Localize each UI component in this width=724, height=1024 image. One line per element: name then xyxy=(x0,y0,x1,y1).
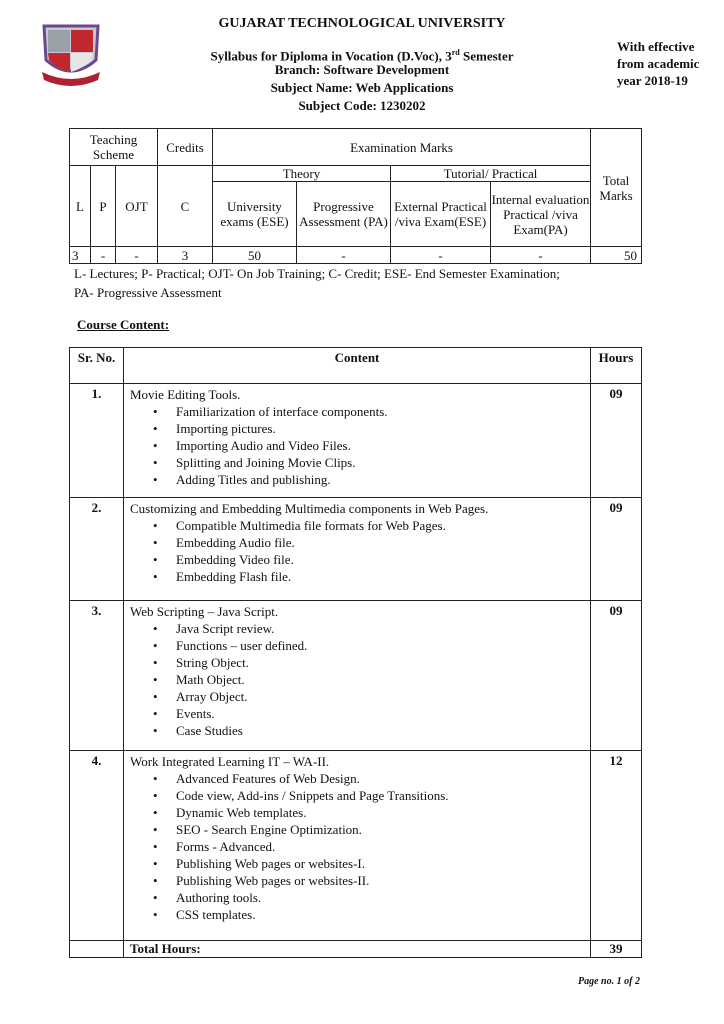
topic-list xyxy=(130,403,590,488)
content-row xyxy=(70,498,642,601)
list-item: • Java Script review. xyxy=(176,620,590,637)
empty-cell xyxy=(70,941,124,958)
topic-title: Web Scripting – Java Script. xyxy=(130,604,279,619)
col-university-exams: University exams (ESE) xyxy=(213,182,297,247)
content-cell xyxy=(124,384,591,498)
value-cell: - xyxy=(91,247,116,264)
list-item: • Events. xyxy=(176,705,590,722)
tutorial-practical-header: Tutorial/ Practical xyxy=(391,166,591,182)
list-item: • Embedding Video file. xyxy=(176,551,590,568)
syllabus-text: Syllabus for Diploma in Vocation (D.Voc), 3 xyxy=(210,48,452,64)
content-cell xyxy=(124,498,591,601)
list-item: • Publishing Web pages or websites-II. xyxy=(176,872,590,889)
hours-cell: 09 xyxy=(591,384,642,498)
list-item: • CSS templates. xyxy=(176,906,590,923)
value-cell: 3 xyxy=(70,247,91,264)
value-cell: - xyxy=(391,247,491,264)
list-item: • Dynamic Web templates. xyxy=(176,804,590,821)
marks-values-row xyxy=(70,247,642,264)
hours-cell: 12 xyxy=(591,751,642,941)
list-item: • Case Studies xyxy=(176,722,590,739)
subject-name: Subject Name: Web Applications xyxy=(270,80,454,95)
list-item: • Publishing Web pages or websites-I. xyxy=(176,855,590,872)
col-c: C xyxy=(158,166,213,247)
list-item: • String Object. xyxy=(176,654,590,671)
hours-cell: 09 xyxy=(591,498,642,601)
list-item: • Authoring tools. xyxy=(176,889,590,906)
sr-no: 1. xyxy=(70,384,124,498)
list-item: • Array Object. xyxy=(176,688,590,705)
total-marks-header: Total Marks xyxy=(591,129,642,247)
list-item: • Advanced Features of Web Design. xyxy=(176,770,590,787)
sr-no: 4. xyxy=(70,751,124,941)
total-label: Total Hours: xyxy=(124,941,591,958)
branch: Branch: Software Development xyxy=(274,62,450,77)
topic-title: Customizing and Embedding Multimedia components in Web Pages. xyxy=(130,501,489,516)
content-row xyxy=(70,384,642,498)
list-item: • Splitting and Joining Movie Clips. xyxy=(176,454,590,471)
list-item: • SEO - Search Engine Optimization. xyxy=(176,821,590,838)
value-cell: 50 xyxy=(591,247,642,264)
sr-no: 3. xyxy=(70,601,124,751)
content-header: Content xyxy=(124,348,591,384)
col-p: P xyxy=(91,166,116,247)
syllabus-end: Semester xyxy=(459,48,514,64)
syllabus-sup: rd xyxy=(451,48,460,57)
value-cell: - xyxy=(116,247,158,264)
col-external-practical: External Practical /viva Exam(ESE) xyxy=(391,182,491,247)
effective-line: With effective xyxy=(617,39,695,54)
list-item: • Forms - Advanced. xyxy=(176,838,590,855)
page-number: Page no. 1 of 2 xyxy=(578,976,640,987)
marks-table xyxy=(69,128,642,264)
value-cell: 3 xyxy=(158,247,213,264)
effective-line: from academic xyxy=(617,56,700,71)
total-hours: 39 xyxy=(591,941,642,958)
value-cell: 50 xyxy=(213,247,297,264)
list-item: • Importing Audio and Video Files. xyxy=(176,437,590,454)
value-cell: - xyxy=(297,247,391,264)
col-progressive-assessment: Progressive Assessment (PA) xyxy=(297,182,391,247)
sr-no-header: Sr. No. xyxy=(70,348,124,384)
university-name: GUJARAT TECHNOLOGICAL UNIVERSITY xyxy=(218,16,506,31)
content-row xyxy=(70,751,642,941)
value-cell: - xyxy=(491,247,591,264)
col-internal-evaluation: Internal evaluation Practical /viva Exam(PA) xyxy=(491,182,591,247)
hours-cell: 09 xyxy=(591,601,642,751)
sr-no: 2. xyxy=(70,498,124,601)
list-item: • Code view, Add-ins / Snippets and Page Transitions. xyxy=(176,787,590,804)
list-item: • Embedding Flash file. xyxy=(176,568,590,585)
list-item: • Math Object. xyxy=(176,671,590,688)
subject-code: Subject Code: 1230202 xyxy=(298,98,426,113)
topic-title: Work Integrated Learning IT – WA-II. xyxy=(130,754,330,769)
theory-header: Theory xyxy=(213,166,391,182)
abbreviation-legend xyxy=(74,264,560,302)
course-content-table xyxy=(69,347,642,958)
effective-note xyxy=(617,38,699,89)
content-cell xyxy=(124,751,591,941)
content-cell xyxy=(124,601,591,751)
legend-line: PA- Progressive Assessment xyxy=(74,285,222,300)
effective-line: year 2018-19 xyxy=(617,73,688,88)
topic-list xyxy=(130,620,590,739)
credits-header: Credits xyxy=(158,129,213,166)
topic-title: Movie Editing Tools. xyxy=(130,387,241,402)
course-content-heading: Course Content: xyxy=(77,317,170,332)
list-item: • Adding Titles and publishing. xyxy=(176,471,590,488)
list-item: • Functions – user defined. xyxy=(176,637,590,654)
list-item: • Familiarization of interface components. xyxy=(176,403,590,420)
list-item: • Importing pictures. xyxy=(176,420,590,437)
hours-header: Hours xyxy=(591,348,642,384)
teaching-scheme-header: Teaching Scheme xyxy=(70,129,158,166)
topic-list xyxy=(130,517,590,585)
col-ojt: OJT xyxy=(116,166,158,247)
total-row xyxy=(70,941,642,958)
examination-marks-header: Examination Marks xyxy=(213,129,591,166)
content-row xyxy=(70,601,642,751)
list-item: • Compatible Multimedia file formats for Web Pages. xyxy=(176,517,590,534)
col-l: L xyxy=(70,166,91,247)
legend-line: L- Lectures; P- Practical; OJT- On Job Training; C- Credit; ESE- End Semester Examination; xyxy=(74,266,560,281)
list-item: • Embedding Audio file. xyxy=(176,534,590,551)
topic-list xyxy=(130,770,590,923)
